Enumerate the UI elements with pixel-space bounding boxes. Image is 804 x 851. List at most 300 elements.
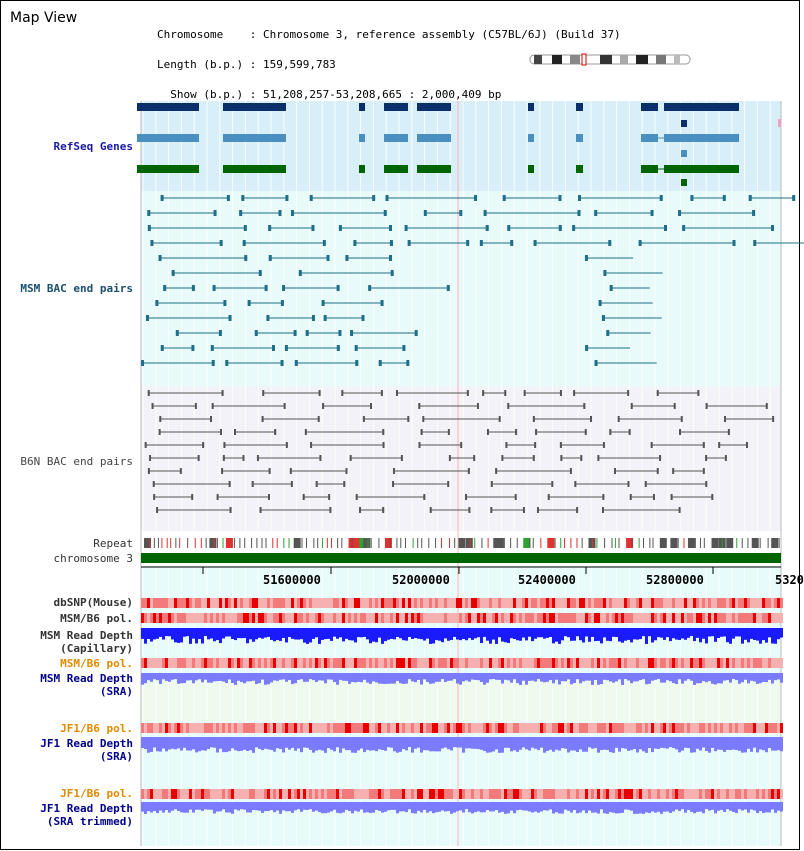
polymorphism-cell [573,613,576,623]
depth-bar [597,673,600,685]
bac-end [359,507,361,513]
polymorphism-cell [252,598,255,608]
depth-bar [642,628,645,636]
depth-bar [390,673,393,684]
polymorphism-cell [600,613,603,623]
polymorphism-cell [189,723,192,733]
polymorphism-cell [540,613,543,623]
polymorphism-cell [669,658,672,668]
polymorphism-cell [468,613,471,623]
bac-end [219,330,222,336]
depth-bar [429,802,432,811]
bac-end [285,345,288,351]
depth-bar [519,737,522,750]
bac-end [286,442,288,448]
polymorphism-cell [546,658,549,668]
depth-bar [186,737,189,750]
depth-bar [519,673,522,685]
polymorphism-cell [462,789,465,799]
depth-bar [744,628,747,640]
polymorphism-cell [714,723,717,733]
repeat-mark [649,538,650,548]
bac-end [372,195,375,201]
repeat-mark [405,538,406,548]
polymorphism-cell [525,723,528,733]
depth-bar [507,673,510,680]
polymorphism-cell [309,789,312,799]
polymorphism-cell [459,658,462,668]
polymorphism-cell [603,723,606,733]
polymorphism-cell [486,613,489,623]
polymorphism-cell [498,723,501,733]
polymorphism-cell [573,789,576,799]
bac-end [163,285,166,291]
polymorphism-cell [465,658,468,668]
repeat-mark [283,538,284,548]
depth-bar [465,628,468,640]
depth-bar [675,802,678,809]
bac-end [361,315,364,321]
bac-end [262,390,264,396]
depth-bar [168,802,171,813]
depth-bar [333,802,336,810]
polymorphism-cell [156,658,159,668]
polymorphism-cell [414,723,417,733]
polymorphism-cell [735,613,738,623]
repeat-mark [596,538,597,548]
polymorphism-cell [318,598,321,608]
bac-end [523,507,525,513]
polymorphism-cell [645,723,648,733]
polymorphism-cell [621,598,624,608]
polymorphism-cell [315,789,318,799]
bac-end [306,330,309,336]
depth-bar [729,802,732,811]
depth-bar [636,673,639,681]
polymorphism-cell [528,598,531,608]
polymorphism-cell [264,598,267,608]
polymorphism-cell [153,658,156,668]
bac-end [645,481,647,487]
depth-bar [633,673,636,681]
polymorphism-cell [267,789,270,799]
depth-bar [525,802,528,811]
depth-bar [375,673,378,682]
depth-bar [366,673,369,683]
depth-bar [723,673,726,681]
depth-bar [141,802,144,812]
depth-bar [684,628,687,640]
polymorphism-cell [465,598,468,608]
depth-bar [642,737,645,751]
polymorphism-cell [759,723,762,733]
depth-bar [189,673,192,680]
polymorphism-cell [549,658,552,668]
depth-bar [258,802,261,811]
bac-end [473,455,475,461]
polymorphism-cell [450,723,453,733]
polymorphism-cell [657,598,660,608]
depth-bar [327,628,330,639]
depth-bar [498,802,501,813]
polymorphism-cell [201,789,204,799]
polymorphism-cell [528,789,531,799]
depth-bar [171,673,174,680]
bac-end [705,455,707,461]
bac-end [222,390,224,396]
polymorphism-cell [348,723,351,733]
bac-end [415,330,418,336]
gene-exon [417,165,451,173]
repeat-mark [337,538,338,548]
depth-bar [210,673,213,683]
msm-depth-sra-label[interactable]: MSM Read Depth [40,672,133,685]
polymorphism-cell [144,658,147,668]
polymorphism-cell [516,613,519,623]
depth-bar [528,802,531,811]
depth-bar [162,737,165,749]
depth-bar [708,673,711,681]
bac-end [223,300,226,306]
polymorphism-cell [333,613,336,623]
polymorphism-cell [582,723,585,733]
bac-end [147,210,150,216]
polymorphism-cell [612,613,615,623]
bac-end [195,403,197,409]
polymorphism-cell [549,598,552,608]
polymorphism-cell [282,658,285,668]
polymorphism-cell [453,789,456,799]
polymorphism-cell [780,658,783,668]
repeat-mark [771,538,778,548]
gene-exon [681,179,687,186]
polymorphism-cell [318,723,321,733]
depth-bar [765,628,768,643]
msm-depth-capillary-label[interactable]: MSM Read Depth [40,629,133,642]
polymorphism-cell [441,658,444,668]
polymorphism-cell [342,598,345,608]
depth-bar [225,673,228,683]
polymorphism-cell [633,658,636,668]
polymorphism-cell [366,598,369,608]
polymorphism-cell [153,789,156,799]
polymorphism-cell [177,613,180,623]
polymorphism-cell [432,658,435,668]
polymorphism-cell [768,598,771,608]
polymorphism-cell [324,658,327,668]
jf1-depth-trim-label[interactable]: JF1 Read Depth [40,802,133,815]
polymorphism-cell [516,789,519,799]
polymorphism-cell [441,598,444,608]
repeat-mark [294,538,301,548]
polymorphism-cell [543,789,546,799]
depth-bar [474,628,477,638]
depth-bar [258,737,261,749]
gene-exon [664,103,739,111]
polymorphism-cell [546,789,549,799]
jf1-b6-pol-trim-label[interactable]: JF1/B6 pol. [60,787,133,800]
polymorphism-cell [450,598,453,608]
polymorphism-cell [699,658,702,668]
repeat-mark [385,538,392,548]
repeat-mark [458,538,465,548]
polymorphism-cell [246,789,249,799]
depth-bar [621,673,624,685]
depth-bar [456,628,459,640]
depth-bar [711,737,714,748]
bac-end [533,416,535,422]
gene-exon [417,103,451,111]
polymorphism-cell [480,598,483,608]
depth-bar [447,628,450,641]
polymorphism-cell [183,598,186,608]
polymorphism-cell [390,598,393,608]
polymorphism-cell [516,723,519,733]
depth-bar [204,802,207,809]
depth-bar [450,737,453,750]
polymorphism-cell [249,789,252,799]
depth-bar [774,628,777,644]
polymorphism-cell [561,613,564,623]
polymorphism-cell [387,658,390,668]
depth-bar [579,673,582,683]
depth-bar [609,737,612,752]
polymorphism-cell [504,613,507,623]
polymorphism-cell [660,723,663,733]
polymorphism-cell [504,598,507,608]
repeat-mark [470,538,471,548]
repeat-mark [441,538,442,548]
depth-bar [225,628,228,637]
polymorphism-cell [660,789,663,799]
polymorphism-cell [558,789,561,799]
depth-bar [594,802,597,812]
depth-bar [378,673,381,684]
polymorphism-cell [609,598,612,608]
depth-bar [288,673,291,680]
depth-bar [255,737,258,747]
polymorphism-cell [384,613,387,623]
depth-bar [351,628,354,640]
polymorphism-cell [666,723,669,733]
polymorphism-cell [636,658,639,668]
polymorphism-cell [276,658,279,668]
polymorphism-cell [321,658,324,668]
polymorphism-cell [426,658,429,668]
depth-bar [732,737,735,750]
depth-bar [744,802,747,810]
depth-bar [543,673,546,682]
polymorphism-cell [228,613,231,623]
polymorphism-cell [684,789,687,799]
polymorphism-cell [348,598,351,608]
polymorphism-cell [255,658,258,668]
polymorphism-cell [678,723,681,733]
depth-bar [321,673,324,681]
bac-end [161,195,164,201]
polymorphism-cell [231,598,234,608]
bac-end [310,442,312,448]
polymorphism-cell [399,658,402,668]
polymorphism-cell [510,723,513,733]
polymorphism-cell [357,613,360,623]
polymorphism-cell [150,613,153,623]
depth-bar [768,673,771,680]
bac-end [503,195,506,201]
polymorphism-cell [213,658,216,668]
repeat-mark [231,538,232,548]
polymorphism-cell [780,598,783,608]
polymorphism-cell [447,789,450,799]
polymorphism-cell [378,658,381,668]
polymorphism-cell [171,723,174,733]
polymorphism-cell [450,613,453,623]
depth-bar [336,802,339,813]
bac-end [603,442,605,448]
depth-bar [393,673,396,684]
polymorphism-cell [645,658,648,668]
depth-bar [735,673,738,680]
polymorphism-cell [321,723,324,733]
bac-end [515,429,517,435]
depth-bar [666,737,669,749]
polymorphism-cell [174,723,177,733]
polymorphism-cell [153,723,156,733]
chromosome-label[interactable]: chromosome 3 [53,552,133,565]
depth-bar [273,737,276,752]
polymorphism-cell [603,598,606,608]
depth-bar [480,628,483,643]
depth-bar [720,737,723,750]
depth-bar [714,802,717,813]
depth-bar [495,737,498,749]
polymorphism-cell [240,598,243,608]
dbsnp-label[interactable]: dbSNP(Mouse) [53,596,133,609]
polymorphism-cell [246,598,249,608]
polymorphism-cell [591,613,594,623]
polymorphism-cell [396,658,399,668]
depth-bar [708,802,711,811]
polymorphism-cell [168,613,171,623]
polymorphism-cell [690,598,693,608]
polymorphism-cell [147,789,150,799]
depth-bar [468,673,471,682]
polymorphism-cell [666,598,669,608]
depth-bar [246,802,249,812]
polymorphism-cell [309,658,312,668]
msm-bac-label[interactable]: MSM BAC end pairs [20,282,133,295]
gene-exon [778,119,781,127]
jf1-depth-sra-label[interactable]: JF1 Read Depth [40,737,133,750]
polymorphism-cell [201,658,204,668]
bac-end [447,285,450,291]
depth-bar [693,628,696,641]
depth-bar [525,737,528,749]
refseq-genes-label[interactable]: RefSeq Genes [53,140,133,153]
depth-bar [759,737,762,749]
repeat-mark [352,538,353,548]
msm-b6-pol-sra-label[interactable]: MSM/B6 pol. [60,657,133,670]
depth-bar [159,802,162,811]
depth-bar [567,628,570,637]
chromosome-bar [141,553,781,563]
polymorphism-cell [324,723,327,733]
polymorphism-cell [705,658,708,668]
polymorphism-cell [582,789,585,799]
repeat-mark [695,538,696,548]
depth-bar [189,802,192,810]
polymorphism-cell [720,613,723,623]
polymorphism-cell [300,598,303,608]
repeat-mark [272,538,273,548]
polymorphism-cell [540,658,543,668]
polymorphism-cell [390,789,393,799]
polymorphism-cell [645,613,648,623]
polymorphism-cell [258,613,261,623]
repeat-mark [547,538,554,548]
polymorphism-cell [228,723,231,733]
msm-b6-pol-label[interactable]: MSM/B6 pol. [60,612,133,625]
depth-bar [354,673,357,682]
b6n-bac-label[interactable]: B6N BAC end pairs [20,455,133,468]
repeat-label[interactable]: Repeat [93,537,133,550]
polymorphism-cell [180,658,183,668]
depth-bar [231,673,234,683]
polymorphism-cell [393,789,396,799]
depth-bar [294,802,297,810]
polymorphism-cell [699,598,702,608]
repeat-mark [588,538,595,548]
polymorphism-cell [141,723,144,733]
depth-bar [714,737,717,751]
depth-bar [753,673,756,681]
polymorphism-cell [522,723,525,733]
polymorphism-cell [648,789,651,799]
gene-exon [576,134,583,142]
jf1-b6-pol-label[interactable]: JF1/B6 pol. [60,722,133,735]
depth-bar [654,673,657,680]
depth-bar [621,737,624,748]
depth-bar [678,737,681,752]
polymorphism-cell [513,613,516,623]
polymorphism-cell [519,789,522,799]
polymorphism-cell [564,789,567,799]
depth-bar [699,737,702,751]
polymorphism-cell [759,658,762,668]
depth-bar [366,628,369,639]
polymorphism-cell [417,789,420,799]
polymorphism-cell [447,723,450,733]
polymorphism-cell [273,598,276,608]
bac-end [651,442,653,448]
depth-bar [750,628,753,639]
polymorphism-cell [369,789,372,799]
polymorphism-cell [717,598,720,608]
depth-bar [660,673,663,683]
polymorphism-cell [375,658,378,668]
polymorphism-cell [552,723,555,733]
depth-bar [552,628,555,643]
polymorphism-cell [156,598,159,608]
polymorphism-cell [642,598,645,608]
polymorphism-cell [267,613,270,623]
msm-depth-capillary-sub: (Capillary) [60,642,133,655]
polymorphism-cell [171,598,174,608]
polymorphism-cell [279,789,282,799]
polymorphism-cell [510,789,513,799]
depth-bar [708,628,711,637]
repeat-mark [462,538,463,548]
